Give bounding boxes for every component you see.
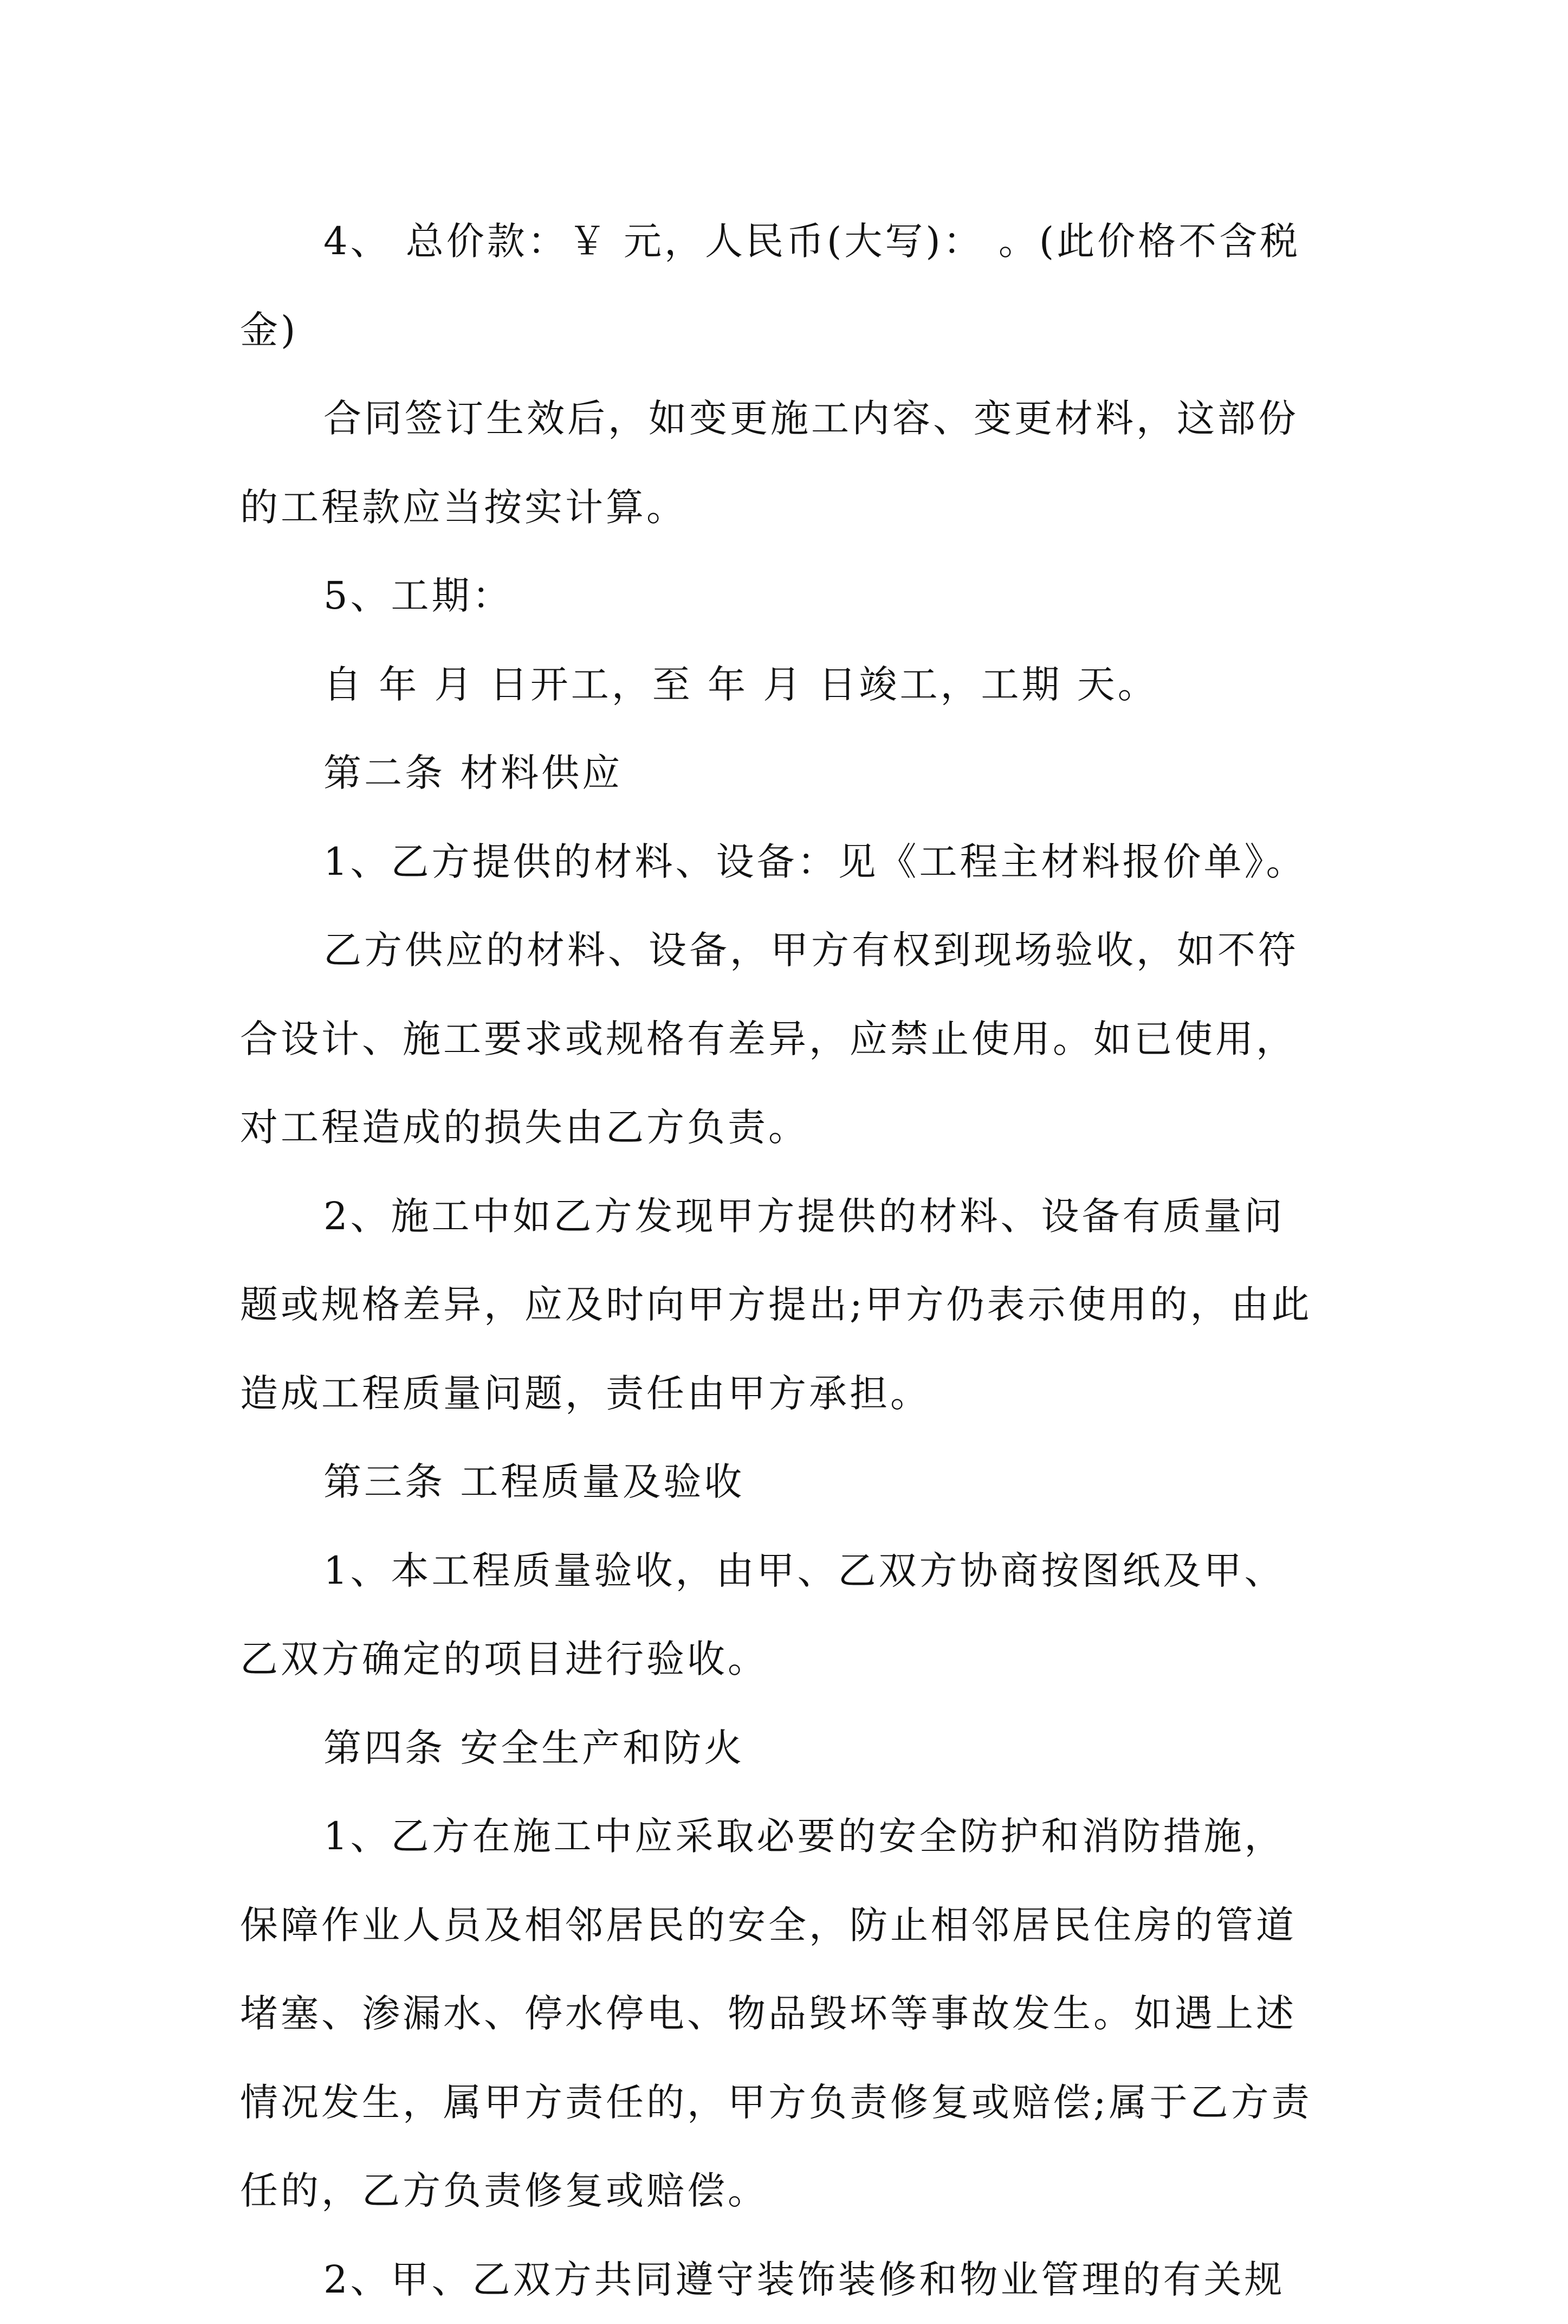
clause-schedule-heading: 5、工期： (240, 552, 1324, 641)
article-2-item-1: 1、乙方提供的材料、设备：见《工程主材料报价单》。 (240, 818, 1324, 907)
article-4-item-2: 2、甲、乙双方共同遵守装饰装修和物业管理的有关规 (240, 2236, 1324, 2324)
clause-change-note: 合同签订生效后，如变更施工内容、变更材料，这部份的工程款应当按实计算。 (240, 375, 1324, 552)
clause-total-price: 4、 总价款：￥ 元，人民币(大写)： 。(此价格不含税金) (240, 197, 1324, 375)
article-3-heading: 第三条 工程质量及验收 (240, 1438, 1324, 1527)
clause-schedule-dates: 自 年 月 日开工，至 年 月 日竣工，工期 天。 (240, 641, 1324, 730)
article-4-heading: 第四条 安全生产和防火 (240, 1704, 1324, 1793)
article-2-heading: 第二条 材料供应 (240, 729, 1324, 818)
article-3-item-1: 1、本工程质量验收，由甲、乙双方协商按图纸及甲、乙双方确定的项目进行验收。 (240, 1527, 1324, 1704)
article-4-item-1: 1、乙方在施工中应采取必要的安全防护和消防措施，保障作业人员及相邻居民的安全，防止相邻居民住房的管道堵塞、渗漏水、停水停电、物品毁坏等事故发生。如遇上述情况发生，属甲方责任的，甲方负责修复或赔偿;属于乙方责任的，乙方负责修复或赔偿。 (240, 1792, 1324, 2236)
article-2-inspection: 乙方供应的材料、设备，甲方有权到现场验收，如不符合设计、施工要求或规格有差异，应禁止使用。如已使用，对工程造成的损失由乙方负责。 (240, 906, 1324, 1172)
article-2-item-2: 2、施工中如乙方发现甲方提供的材料、设备有质量问题或规格差异，应及时向甲方提出;甲方仍表示使用的，由此造成工程质量问题，责任由甲方承担。 (240, 1172, 1324, 1438)
document-body (240, 197, 1324, 2324)
